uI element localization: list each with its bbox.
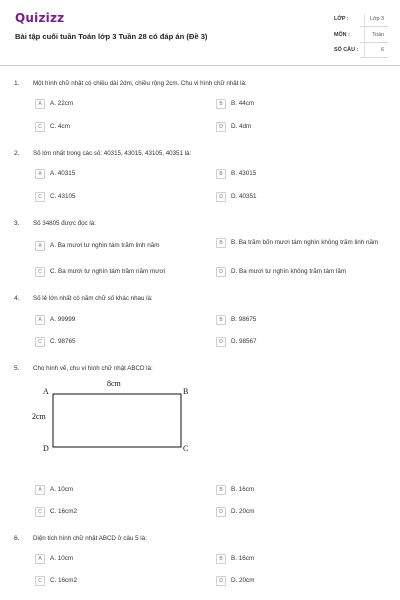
option-text: A. Ba mươi tư nghìn tám trăm linh năm [50, 241, 160, 249]
option-marker-box[interactable]: B [216, 554, 226, 564]
answer-option[interactable] [35, 169, 205, 179]
meta-value-subject: Toán [372, 32, 384, 38]
meta-value-count: 6 [381, 47, 384, 53]
question-number: 5. [14, 365, 20, 372]
option-text: A. 40315 [50, 169, 76, 177]
question-number: 1. [14, 80, 20, 87]
option-text: D. 20cm [231, 507, 255, 515]
rectangle-abcd-figure [30, 378, 200, 460]
option-marker-box[interactable]: B [216, 485, 226, 495]
option-marker-box[interactable]: C [35, 576, 45, 586]
option-text: D. Ba mươi tư nghìn không trăm tám lăm [231, 267, 347, 275]
question-number: 2. [14, 150, 20, 157]
answer-option[interactable] [35, 267, 205, 277]
rectangle-diagram [30, 378, 200, 460]
option-marker-box[interactable]: A [35, 554, 45, 564]
answer-option[interactable] [35, 315, 205, 325]
option-text: B. 44cm [231, 99, 255, 107]
option-marker-box[interactable]: C [35, 337, 45, 347]
answer-option[interactable] [35, 554, 205, 564]
answer-option[interactable] [216, 192, 386, 202]
option-text: A. 99999 [50, 315, 76, 323]
option-marker-box[interactable]: A [35, 485, 45, 495]
corner-label-b: B [183, 387, 189, 396]
question-number: 4. [14, 295, 20, 302]
answer-option[interactable] [216, 337, 386, 347]
side-length-label: 2cm [32, 412, 46, 421]
option-marker-box[interactable]: D [216, 267, 226, 277]
answer-option[interactable] [35, 99, 205, 109]
option-text: D. 4dm [231, 122, 252, 130]
option-text: A. 10cm [50, 554, 74, 562]
option-text: D. 20cm [231, 576, 255, 584]
rectangle-shape [53, 394, 181, 447]
option-text: C. 98765 [50, 337, 76, 345]
option-text: A. 10cm [50, 485, 74, 493]
answer-option[interactable] [35, 241, 205, 251]
question-text: Một hình chữ nhật có chiều dài 2dm, chiều rộng 2cm. Chu vi hình chữ nhật là: [33, 80, 247, 87]
meta-vertical-divider [364, 14, 365, 58]
option-marker-box[interactable]: D [216, 576, 226, 586]
option-marker-box[interactable]: D [216, 192, 226, 202]
answer-option[interactable] [216, 267, 386, 277]
meta-label-subject: MÔN : [334, 32, 350, 38]
option-text: B. 16cm [231, 554, 255, 562]
question-text: Diện tích hình chữ nhật ABCD ở câu 5 là: [33, 535, 147, 542]
option-marker-box[interactable]: D [216, 337, 226, 347]
answer-option[interactable] [216, 238, 386, 248]
option-marker-box[interactable]: C [35, 507, 45, 517]
answer-option[interactable] [35, 507, 205, 517]
option-marker-box[interactable]: C [35, 122, 45, 132]
answer-option[interactable] [35, 337, 205, 347]
answer-option[interactable] [216, 99, 386, 109]
answer-option[interactable] [216, 315, 386, 325]
option-marker-box[interactable]: B [216, 99, 226, 109]
answer-option[interactable] [35, 122, 205, 132]
option-marker-box[interactable]: A [35, 315, 45, 325]
question-text: Số lẻ lớn nhất có năm chữ số khác nhau là: [33, 295, 153, 302]
option-text: C. 4cm [50, 122, 70, 130]
option-text: C. Ba mươi tư nghìn tám trăm năm mươi [50, 267, 166, 275]
option-text: A. 22cm [50, 99, 74, 107]
question-number: 6. [14, 535, 20, 542]
option-marker-box[interactable]: B [216, 169, 226, 179]
option-text: C. 16cm2 [50, 507, 77, 515]
question-text: Số 34805 được đọc là: [33, 220, 96, 227]
corner-label-a: A [43, 387, 49, 396]
answer-option[interactable] [35, 576, 205, 586]
question-number: 3. [14, 220, 20, 227]
option-marker-box[interactable]: D [216, 122, 226, 132]
option-text: C. 43105 [50, 192, 76, 200]
option-text: B. 98675 [231, 315, 257, 323]
top-length-label: 8cm [107, 379, 121, 388]
option-marker-box[interactable]: B [216, 315, 226, 325]
option-text: D. 40351 [231, 192, 257, 200]
meta-label-class: LỚP : [334, 16, 349, 22]
option-marker-box[interactable]: D [216, 507, 226, 517]
option-marker-box[interactable]: A [35, 99, 45, 109]
worksheet-header [0, 0, 400, 66]
answer-option[interactable] [35, 192, 205, 202]
answer-option[interactable] [216, 169, 386, 179]
option-text: D. 98567 [231, 337, 257, 345]
option-marker-box[interactable]: C [35, 267, 45, 277]
question-text: Cho hình vẽ, chu vi hình chữ nhật ABCD là: [33, 365, 153, 372]
option-text: B. 43015 [231, 169, 257, 177]
option-text: C. 16cm2 [50, 576, 77, 584]
corner-label-d: D [43, 444, 49, 453]
answer-option[interactable] [216, 576, 386, 586]
option-text: B. 16cm [231, 485, 255, 493]
option-text: B. Ba trăm bốn mươi tám nghìn không trăm linh năm [231, 238, 379, 246]
option-marker-box[interactable]: A [35, 241, 45, 251]
answer-option[interactable] [216, 507, 386, 517]
answer-option[interactable] [216, 122, 386, 132]
meta-label-count: SỐ CÂU : [334, 47, 359, 53]
quizizz-logo: Quizizz [15, 11, 65, 25]
document-title: Bài tập cuối tuần Toán lớp 3 Tuần 28 có đáp án (Đề 3) [15, 32, 208, 41]
option-marker-box[interactable]: C [35, 192, 45, 202]
answer-option[interactable] [216, 485, 386, 495]
meta-value-class: Lớp 3 [369, 16, 384, 22]
option-marker-box[interactable]: B [216, 238, 226, 248]
option-marker-box[interactable]: A [35, 169, 45, 179]
answer-option[interactable] [35, 485, 205, 495]
answer-option[interactable] [216, 554, 386, 564]
corner-label-c: C [183, 444, 189, 453]
question-text: Số lớn nhất trong các số: 40315, 43015, 43105, 40351 là: [33, 150, 192, 157]
